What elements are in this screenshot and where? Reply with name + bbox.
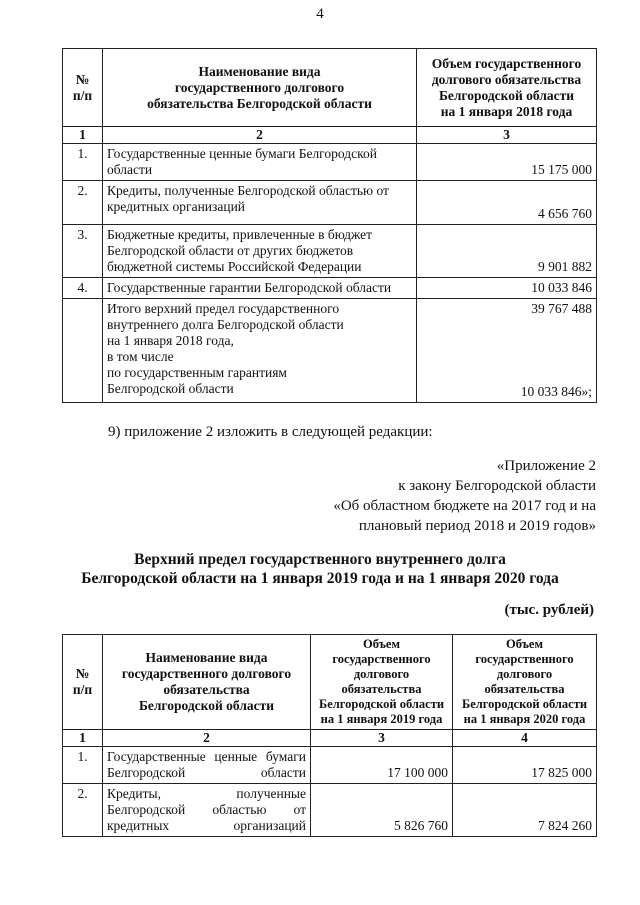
table-header-row	[63, 635, 597, 730]
col-number: 1	[63, 730, 103, 747]
row-value-2019: 5 826 760	[311, 784, 453, 837]
appendix-caption	[333, 456, 596, 536]
header-name: Наименование вида государственного долгового обязательства Белгородской области	[103, 635, 311, 730]
table-row	[63, 144, 597, 181]
units-label: (тыс. рублей)	[504, 602, 594, 618]
row-value: 15 175 000	[417, 144, 597, 181]
row-name: Кредиты, полученные Белгородской областью от кредитных организаций	[103, 181, 417, 225]
row-name: Бюджетные кредиты, привлеченные в бюджет Белгородской области от других бюджетов бюджетной системы Российской Федерации	[103, 225, 417, 278]
appendix-line: «Об областном бюджете на 2017 год и на	[333, 498, 596, 514]
table-row	[63, 181, 597, 225]
table-row	[63, 784, 597, 837]
row-value-2019: 17 100 000	[311, 747, 453, 784]
row-index: 1.	[63, 144, 103, 181]
col-number: 1	[63, 127, 103, 144]
row-index: 3.	[63, 225, 103, 278]
total-index	[63, 299, 103, 403]
row-name: Государственные ценные бумаги Белгородской области	[103, 747, 311, 784]
table-row	[63, 747, 597, 784]
row-value: 10 033 846	[417, 278, 597, 299]
row-name: Государственные ценные бумаги Белгородской области	[103, 144, 417, 181]
row-value-2020: 7 824 260	[453, 784, 597, 837]
header-num: № п/п	[63, 635, 103, 730]
col-number: 3	[417, 127, 597, 144]
total-name: Итого верхний предел государственного внутреннего долга Белгородской области на 1 января 2018 года, в том числе по государственным гарантиям Белгородской области	[103, 299, 417, 403]
appendix-line: «Приложение 2	[496, 458, 596, 474]
header-num: № п/п	[63, 49, 103, 127]
total-value: 39 767 488	[531, 301, 592, 316]
row-index: 1.	[63, 747, 103, 784]
column-number-row	[63, 730, 597, 747]
appendix-line: к закону Белгородской области	[398, 478, 596, 494]
heading-line: Белгородской области на 1 января 2019 года и на 1 января 2020 года	[81, 570, 559, 587]
row-index: 2.	[63, 181, 103, 225]
header-volume: Объем государственного долгового обязательства Белгородской области на 1 января 2018 года	[417, 49, 597, 127]
row-value: 9 901 882	[417, 225, 597, 278]
header-volume-2019: Объем государственного долгового обязательства Белгородской области на 1 января 2019 года	[311, 635, 453, 730]
row-value: 4 656 760	[417, 181, 597, 225]
total-values	[417, 299, 597, 403]
col-number: 4	[453, 730, 597, 747]
col-number: 3	[311, 730, 453, 747]
row-index: 2.	[63, 784, 103, 837]
col-number: 2	[103, 127, 417, 144]
column-number-row	[63, 127, 597, 144]
table-row	[63, 278, 597, 299]
appendix-line: плановый период 2018 и 2019 годов»	[358, 518, 596, 534]
debt-table-2018	[62, 48, 597, 403]
heading-line: Верхний предел государственного внутреннего долга	[134, 551, 506, 568]
total-row	[63, 299, 597, 403]
row-index: 4.	[63, 278, 103, 299]
table-header-row	[63, 49, 597, 127]
row-name: Кредиты, полученные Белгородской областью от кредитных организаций	[103, 784, 311, 837]
debt-table-2019-2020	[62, 634, 597, 837]
row-name: Государственные гарантии Белгородской области	[103, 278, 417, 299]
row-value-2020: 17 825 000	[453, 747, 597, 784]
header-name: Наименование вида государственного долгового обязательства Белгородской области	[103, 49, 417, 127]
section-heading	[0, 550, 640, 588]
amendment-paragraph: 9) приложение 2 изложить в следующей редакции:	[108, 424, 433, 440]
page-number: 4	[316, 6, 324, 22]
guarantees-value: 10 033 846»;	[520, 384, 592, 399]
table-row	[63, 225, 597, 278]
col-number: 2	[103, 730, 311, 747]
header-volume-2020: Объем государственного долгового обязательства Белгородской области на 1 января 2020 года	[453, 635, 597, 730]
